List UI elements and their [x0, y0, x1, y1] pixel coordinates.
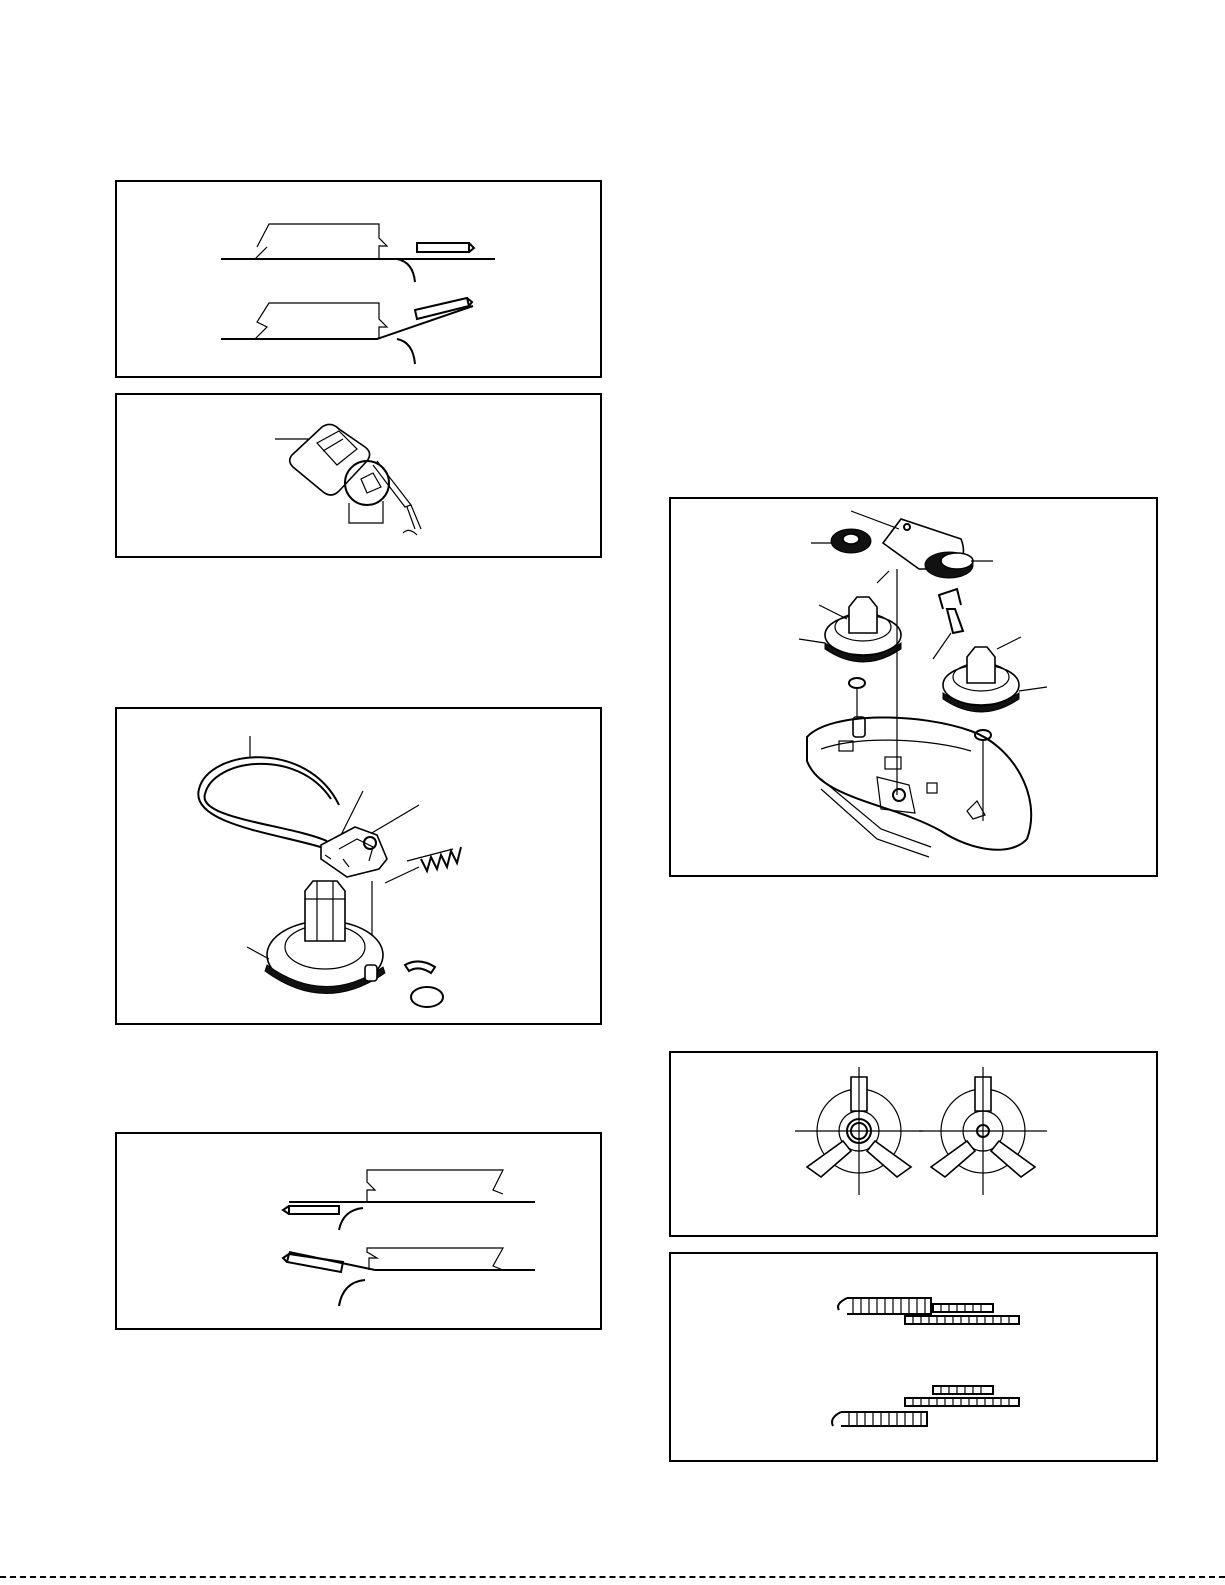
figure-tape-guide-step	[115, 180, 602, 378]
figure-release-tab	[115, 393, 602, 558]
figure-reel-table-exploded	[669, 497, 1158, 877]
tape-guide-step-mirrored-diagram	[117, 1134, 604, 1332]
figure-tape-guide-step-mirrored	[115, 1132, 602, 1330]
gear-mesh-diagram	[671, 1254, 1160, 1464]
reel-hub-alignment-diagram	[671, 1053, 1160, 1239]
figure-belt-reel-assembly	[115, 707, 602, 1025]
figure-reel-hub-alignment	[669, 1051, 1158, 1237]
bottom-rule	[0, 1576, 1225, 1578]
reel-table-exploded-diagram	[671, 499, 1160, 879]
belt-and-reel-assembly-diagram	[117, 709, 604, 1027]
figure-gear-mesh	[669, 1252, 1158, 1462]
tape-guide-step-diagram	[117, 182, 604, 380]
release-tab-detail-diagram	[117, 395, 604, 560]
